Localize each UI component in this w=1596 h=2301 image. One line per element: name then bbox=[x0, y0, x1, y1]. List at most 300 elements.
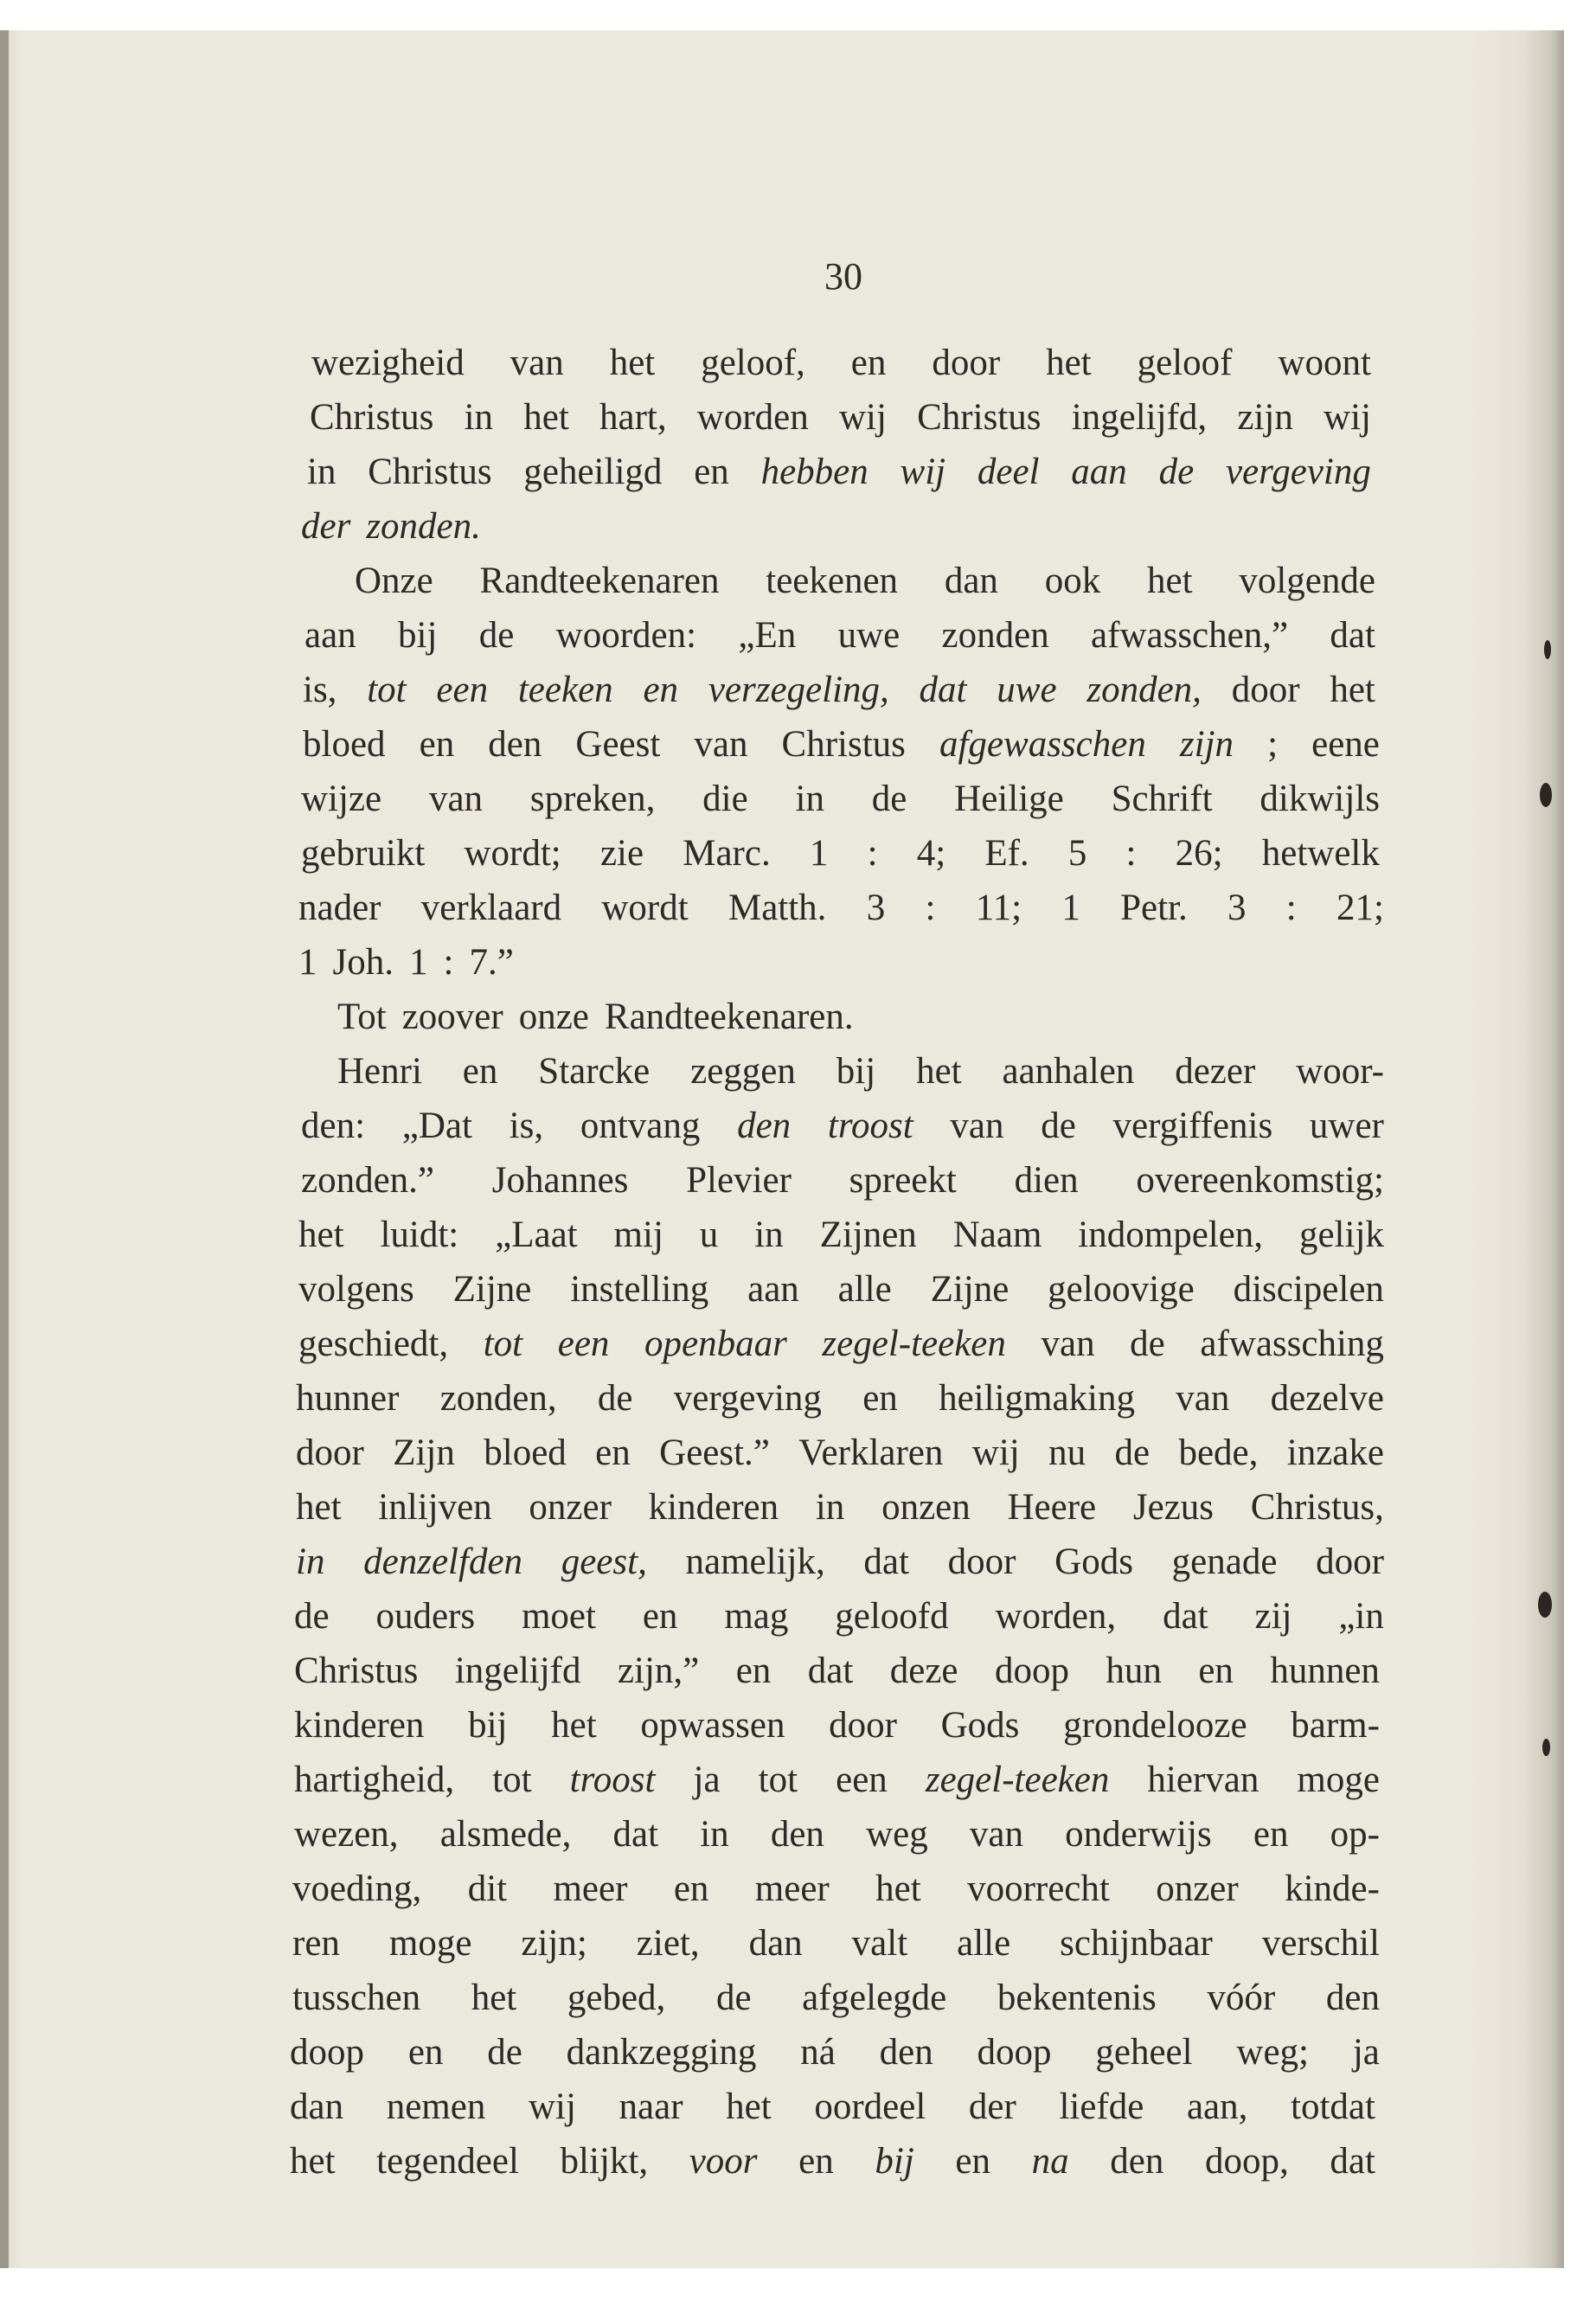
text-line bbox=[294, 1591, 1384, 1643]
word: Tot bbox=[337, 997, 387, 1037]
word: tegendeel bbox=[376, 2141, 519, 2182]
word: is, bbox=[509, 1106, 544, 1146]
word: nemen bbox=[386, 2086, 486, 2127]
word: dit bbox=[467, 1868, 508, 1909]
word: in bbox=[700, 1814, 729, 1855]
word: ziet, bbox=[636, 1923, 700, 1964]
word: onze bbox=[518, 997, 589, 1037]
word: en bbox=[955, 2141, 991, 2182]
word: ; bbox=[1267, 724, 1279, 765]
word: 3 bbox=[866, 888, 886, 928]
word: 26; bbox=[1175, 833, 1223, 874]
word: zonden bbox=[941, 615, 1049, 656]
word: Marc. bbox=[683, 833, 771, 874]
text-line bbox=[292, 1918, 1380, 1970]
text-line bbox=[303, 664, 1375, 716]
word: Christus bbox=[368, 452, 492, 492]
word: van bbox=[1176, 1378, 1230, 1419]
word: dikwijls bbox=[1259, 779, 1380, 819]
word: u bbox=[699, 1215, 719, 1255]
word: troost bbox=[569, 1759, 656, 1800]
word: gebed, bbox=[567, 1977, 666, 2018]
word: wij bbox=[528, 2086, 576, 2127]
word: den bbox=[1325, 1977, 1380, 2018]
word: aanhalen bbox=[1002, 1051, 1135, 1092]
text-line bbox=[301, 1155, 1384, 1207]
word: 4; bbox=[916, 833, 946, 874]
word: een bbox=[836, 1759, 888, 1800]
word: teeken bbox=[517, 670, 613, 710]
word: Zijne bbox=[452, 1269, 532, 1310]
word: zonden.” bbox=[301, 1160, 435, 1201]
word: ontvang bbox=[580, 1106, 701, 1146]
word: spreekt bbox=[849, 1160, 957, 1201]
word: in bbox=[754, 1215, 784, 1255]
word: wij bbox=[1324, 397, 1371, 438]
word: aan, bbox=[1186, 2086, 1248, 2127]
word: oordeel bbox=[814, 2086, 926, 2127]
word: wezen, bbox=[294, 1814, 399, 1855]
word: Zijne bbox=[930, 1269, 1010, 1310]
word: Ef. bbox=[984, 833, 1029, 874]
word: het bbox=[1330, 670, 1375, 710]
word: afgelegde bbox=[802, 1977, 947, 2018]
word: Gods bbox=[1054, 1541, 1133, 1582]
page-binding-edge bbox=[0, 30, 9, 2268]
word: hunnen bbox=[1270, 1650, 1380, 1691]
page-edge-speck bbox=[1540, 783, 1552, 807]
word: weg; bbox=[1236, 2032, 1309, 2073]
word: blijkt, bbox=[560, 2141, 649, 2182]
text-line bbox=[298, 937, 514, 989]
word: luidt: bbox=[380, 1215, 459, 1255]
word: het bbox=[875, 1868, 921, 1909]
word: door bbox=[947, 1541, 1016, 1582]
word: het bbox=[551, 1705, 597, 1746]
word: het bbox=[298, 1215, 344, 1255]
word: geheiligd bbox=[523, 452, 663, 492]
text-line bbox=[294, 1809, 1380, 1861]
word: indompelen, bbox=[1078, 1215, 1264, 1255]
word: Heilige bbox=[954, 779, 1064, 819]
word: der bbox=[301, 506, 351, 547]
word: door bbox=[932, 343, 1001, 383]
word: inlijven bbox=[378, 1487, 492, 1528]
word: 1 bbox=[298, 942, 317, 983]
word: voorrecht bbox=[967, 1868, 1110, 1909]
word: Zijnen bbox=[819, 1215, 917, 1255]
text-line bbox=[301, 1100, 1384, 1152]
word: volgens bbox=[298, 1269, 414, 1310]
word: de bbox=[294, 1596, 330, 1637]
word: geloof bbox=[1137, 343, 1233, 383]
word: van bbox=[950, 1106, 1004, 1146]
word: den bbox=[737, 1106, 792, 1146]
word: „in bbox=[1338, 1596, 1384, 1637]
word: geheel bbox=[1095, 2032, 1193, 2073]
text-line bbox=[337, 1046, 1384, 1098]
word: ouders bbox=[375, 1596, 476, 1637]
word: bloed bbox=[484, 1433, 567, 1473]
word: Randteekenaren. bbox=[604, 997, 854, 1037]
word: deel bbox=[977, 452, 1040, 492]
word: en bbox=[735, 1650, 772, 1691]
word: voeding, bbox=[292, 1868, 422, 1909]
word: voor bbox=[689, 2141, 758, 2182]
word: zoover bbox=[401, 997, 503, 1037]
word: Christus bbox=[310, 397, 434, 438]
word: van bbox=[510, 343, 564, 383]
word: vergeving bbox=[673, 1378, 822, 1419]
word: dat bbox=[919, 670, 967, 710]
word: inzake bbox=[1286, 1433, 1384, 1473]
word: hunner bbox=[296, 1378, 400, 1419]
text-line bbox=[304, 610, 1375, 662]
word: Geest bbox=[575, 724, 661, 765]
word: verschil bbox=[1261, 1923, 1380, 1964]
word: discipelen bbox=[1233, 1269, 1384, 1310]
word: Christus bbox=[294, 1650, 419, 1691]
word: het bbox=[523, 397, 569, 438]
text-line bbox=[307, 446, 1371, 498]
word: zijn bbox=[1179, 724, 1234, 765]
word: het bbox=[1147, 561, 1193, 601]
word: vóór bbox=[1207, 1977, 1276, 2018]
word: geloof, bbox=[701, 343, 805, 383]
word: nu bbox=[1048, 1433, 1086, 1473]
word: mij bbox=[613, 1215, 663, 1255]
word: zegel-teeken bbox=[925, 1759, 1110, 1800]
word: worden, bbox=[995, 1596, 1117, 1637]
word: geschiedt, bbox=[298, 1324, 449, 1364]
word: dan bbox=[290, 2086, 344, 2127]
page-edge-speck bbox=[1544, 640, 1551, 659]
word: wij bbox=[900, 452, 946, 492]
word: volgende bbox=[1239, 561, 1375, 601]
word: onderwijs bbox=[1065, 1814, 1212, 1855]
word: opwassen bbox=[640, 1705, 785, 1746]
word: Johannes bbox=[491, 1160, 629, 1201]
word: wordt; bbox=[464, 833, 561, 874]
word: doop bbox=[994, 1650, 1069, 1691]
word: schijnbaar bbox=[1060, 1923, 1213, 1964]
page-number: 30 bbox=[824, 255, 862, 298]
word: 7.” bbox=[469, 942, 514, 983]
word: het bbox=[290, 2141, 336, 2182]
word: uwe bbox=[997, 670, 1057, 710]
word: geloovige bbox=[1048, 1269, 1195, 1310]
word: deze bbox=[889, 1650, 958, 1691]
text-line bbox=[296, 1482, 1384, 1534]
word: door bbox=[1231, 670, 1300, 710]
word: de bbox=[1041, 1106, 1076, 1146]
word: genade bbox=[1171, 1541, 1278, 1582]
word: tot bbox=[483, 1324, 523, 1364]
word: aan bbox=[304, 615, 356, 656]
word: verklaard bbox=[420, 888, 562, 928]
word: vergiffenis bbox=[1112, 1106, 1273, 1146]
word: zonden. bbox=[366, 506, 481, 547]
word: en bbox=[1253, 1814, 1289, 1855]
word: aan bbox=[747, 1269, 799, 1310]
text-line bbox=[298, 1318, 1384, 1370]
word: na bbox=[1031, 2141, 1069, 2182]
text-line bbox=[298, 1264, 1384, 1316]
word: en bbox=[673, 1868, 709, 1909]
word: „Laat bbox=[495, 1215, 578, 1255]
word: Christus, bbox=[1250, 1487, 1384, 1528]
word: zie bbox=[599, 833, 644, 874]
word: 1 bbox=[408, 942, 428, 983]
word: woont bbox=[1278, 343, 1371, 383]
word: zijn; bbox=[521, 1923, 587, 1964]
word: dezelve bbox=[1270, 1378, 1384, 1419]
word: Jezus bbox=[1132, 1487, 1215, 1528]
text-line bbox=[296, 1427, 1384, 1479]
word: Verklaren bbox=[798, 1433, 944, 1473]
word: Heere bbox=[1007, 1487, 1097, 1528]
word: „Dat bbox=[401, 1106, 472, 1146]
word: de bbox=[1158, 452, 1195, 492]
word: en bbox=[643, 670, 679, 710]
word: Christus bbox=[781, 724, 906, 765]
word: zonden, bbox=[1086, 670, 1202, 710]
text-line bbox=[298, 1209, 1384, 1261]
word: 1 bbox=[1061, 888, 1080, 928]
word: Petr. bbox=[1120, 888, 1188, 928]
word: kinderen bbox=[294, 1705, 425, 1746]
word: doop bbox=[977, 2032, 1052, 2073]
word: alle bbox=[957, 1923, 1011, 1964]
word: ingelijfd bbox=[454, 1650, 581, 1691]
word: die bbox=[702, 779, 748, 819]
word: door bbox=[829, 1705, 897, 1746]
word: woor- bbox=[1296, 1051, 1384, 1092]
word: spreken, bbox=[529, 779, 656, 819]
word: 3 bbox=[1227, 888, 1247, 928]
word: afwasschen,” bbox=[1091, 615, 1289, 656]
word: Starcke bbox=[538, 1051, 651, 1092]
word: in bbox=[815, 1487, 845, 1528]
word: 21; bbox=[1336, 888, 1384, 928]
word: nader bbox=[298, 888, 381, 928]
word: naar bbox=[619, 2086, 683, 2127]
word: alle bbox=[837, 1269, 892, 1310]
word: het bbox=[296, 1487, 342, 1528]
word: : bbox=[443, 942, 454, 983]
word: : bbox=[1285, 888, 1297, 928]
word: een bbox=[557, 1324, 610, 1364]
word: is, bbox=[303, 670, 337, 710]
word: de bbox=[1114, 1433, 1151, 1473]
word: wij bbox=[838, 397, 887, 438]
word: openbaar bbox=[644, 1324, 787, 1364]
word: en bbox=[642, 1596, 678, 1637]
word: moet bbox=[521, 1596, 596, 1637]
word: dat bbox=[1330, 615, 1375, 656]
word: 11; bbox=[975, 888, 1022, 928]
word: onzer bbox=[529, 1487, 612, 1528]
word: onzer bbox=[1156, 1868, 1239, 1909]
word: hetwelk bbox=[1261, 833, 1380, 874]
word: hartigheid, bbox=[294, 1759, 455, 1800]
word: dat bbox=[1330, 2141, 1375, 2182]
text-line bbox=[292, 1972, 1380, 2024]
text-line bbox=[301, 773, 1380, 825]
word: bij bbox=[836, 1051, 876, 1092]
word: geest, bbox=[561, 1541, 647, 1582]
text-line bbox=[294, 1754, 1380, 1806]
word: dan bbox=[944, 561, 998, 601]
word: de bbox=[715, 1977, 752, 2018]
word: weg bbox=[866, 1814, 928, 1855]
word: afwassching bbox=[1200, 1324, 1384, 1364]
text-line bbox=[298, 882, 1384, 934]
word: tot bbox=[492, 1759, 532, 1800]
word: afgewasschen bbox=[939, 724, 1146, 765]
text-line bbox=[310, 392, 1371, 444]
word: de bbox=[871, 779, 907, 819]
word: den bbox=[1110, 2141, 1164, 2182]
word: gebruikt bbox=[301, 833, 426, 874]
word: de bbox=[478, 615, 515, 656]
word: Henri bbox=[337, 1051, 422, 1092]
word: Zijn bbox=[393, 1433, 455, 1473]
word: mag bbox=[724, 1596, 789, 1637]
word: den bbox=[488, 724, 542, 765]
word: geloofd bbox=[835, 1596, 949, 1637]
word: het bbox=[1046, 343, 1092, 383]
word: bede, bbox=[1178, 1433, 1259, 1473]
word: bij bbox=[468, 1705, 508, 1746]
word: teekenen bbox=[766, 561, 899, 601]
word: zeggen bbox=[690, 1051, 796, 1092]
word: barm- bbox=[1291, 1705, 1380, 1746]
word: heiligmaking bbox=[939, 1378, 1135, 1419]
word: op- bbox=[1330, 1814, 1380, 1855]
word: bij bbox=[398, 615, 438, 656]
word: Joh. bbox=[332, 942, 394, 983]
word: zijn bbox=[1237, 397, 1293, 438]
word: zij bbox=[1254, 1596, 1292, 1637]
word: alsmede, bbox=[439, 1814, 572, 1855]
word: in bbox=[307, 452, 337, 492]
word: het bbox=[609, 343, 656, 383]
word: dezer bbox=[1175, 1051, 1256, 1092]
word: Gods bbox=[940, 1705, 1020, 1746]
word: gelijk bbox=[1298, 1215, 1384, 1255]
page-edge-speck bbox=[1542, 1739, 1550, 1756]
word: troost bbox=[827, 1106, 913, 1146]
word: hun bbox=[1106, 1650, 1162, 1691]
word: meer bbox=[553, 1868, 628, 1909]
word: Plevier bbox=[686, 1160, 792, 1201]
text-line bbox=[301, 828, 1380, 880]
word: verzegeling, bbox=[708, 670, 889, 710]
word: instelling bbox=[570, 1269, 709, 1310]
word: wij bbox=[971, 1433, 1020, 1473]
word: zijn,” bbox=[617, 1650, 700, 1691]
word: ná bbox=[800, 2032, 836, 2073]
word: Geest.” bbox=[659, 1433, 770, 1473]
text-line bbox=[355, 555, 1375, 607]
word: wijze bbox=[301, 779, 382, 819]
word: de bbox=[487, 2032, 522, 2073]
word: Schrift bbox=[1111, 779, 1213, 819]
word: worden bbox=[696, 397, 809, 438]
text-line bbox=[311, 337, 1371, 389]
word: : bbox=[867, 833, 878, 874]
word: in bbox=[464, 397, 494, 438]
word: meer bbox=[754, 1868, 830, 1909]
word: valt bbox=[851, 1923, 908, 1964]
word: hart, bbox=[599, 397, 667, 438]
word: eene bbox=[1311, 724, 1380, 765]
word: : bbox=[925, 888, 936, 928]
word: dat bbox=[612, 1814, 659, 1855]
word: in bbox=[296, 1541, 325, 1582]
word: dat bbox=[807, 1650, 854, 1691]
word: dankzegging bbox=[566, 2032, 757, 2073]
word: 1 bbox=[809, 833, 829, 874]
word: tot bbox=[758, 1759, 798, 1800]
word: „En bbox=[738, 615, 797, 656]
word: dat bbox=[863, 1541, 909, 1582]
word: door bbox=[296, 1433, 364, 1473]
word: kinderen bbox=[648, 1487, 779, 1528]
word: den: bbox=[301, 1106, 366, 1146]
word: Onze bbox=[355, 561, 433, 601]
word: bekentenis bbox=[997, 1977, 1157, 2018]
word: hiervan bbox=[1147, 1759, 1259, 1800]
word: tusschen bbox=[292, 1977, 421, 2018]
word: dan bbox=[748, 1923, 803, 1964]
text-line bbox=[290, 2081, 1375, 2133]
word: moge bbox=[388, 1923, 472, 1964]
word: en bbox=[462, 1051, 498, 1092]
word: en bbox=[798, 2141, 834, 2182]
word: ja bbox=[1352, 2032, 1380, 2073]
word: en bbox=[419, 724, 455, 765]
word: wordt bbox=[601, 888, 689, 928]
word: moge bbox=[1297, 1759, 1380, 1800]
word: bloed bbox=[303, 724, 386, 765]
word: en bbox=[694, 452, 729, 492]
word: totdat bbox=[1291, 2086, 1375, 2127]
word: 5 bbox=[1067, 833, 1087, 874]
text-line bbox=[294, 1700, 1380, 1752]
word: der bbox=[968, 2086, 1016, 2127]
word: uwer bbox=[1309, 1106, 1384, 1146]
page-edge-speck bbox=[1538, 1592, 1552, 1618]
word: en bbox=[850, 343, 887, 383]
word: Randteekenaren bbox=[479, 561, 720, 601]
text-line bbox=[303, 719, 1380, 771]
word: zegel-teeken bbox=[822, 1324, 1006, 1364]
word: hebben bbox=[760, 452, 869, 492]
word: ingelijfd, bbox=[1071, 397, 1208, 438]
word: kinde- bbox=[1285, 1868, 1380, 1909]
word: zonden, bbox=[439, 1378, 557, 1419]
word: liefde bbox=[1059, 2086, 1144, 2127]
text-line bbox=[296, 1536, 1384, 1588]
word: en bbox=[862, 1378, 898, 1419]
word: dien bbox=[1014, 1160, 1079, 1201]
word: het bbox=[916, 1051, 962, 1092]
text-line bbox=[337, 991, 854, 1043]
word: vergeving bbox=[1225, 452, 1371, 492]
text-line bbox=[296, 1373, 1384, 1425]
